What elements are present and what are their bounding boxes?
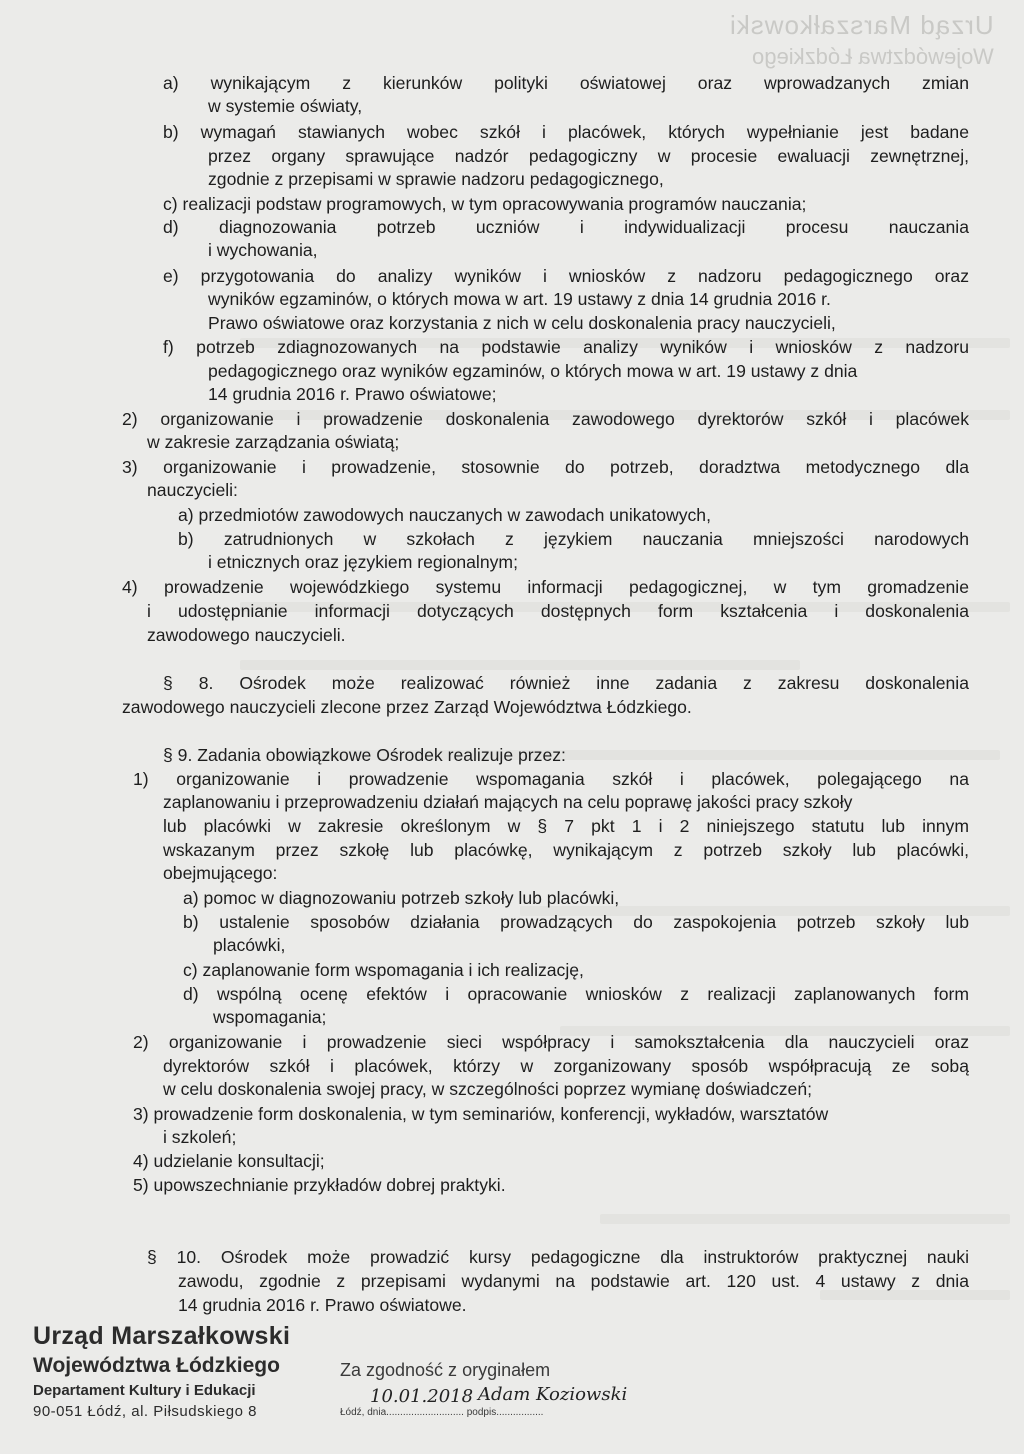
certification-heading: Za zgodność z oryginałem	[340, 1360, 551, 1380]
handwritten-signature: Adam Koziowski	[478, 1384, 628, 1405]
text-line: 4) prowadzenie wojewódzkiego systemu informacji pedagogicznej, w tym gromadzenie	[122, 577, 969, 597]
reverse-side-ghost-line	[240, 660, 800, 670]
text-line: § 10. Ośrodek może prowadzić kursy pedagogiczne dla instruktorów praktycznej nauki	[147, 1247, 969, 1267]
text-line: 4) udzielanie konsultacji;	[133, 1151, 325, 1171]
text-line: a) pomoc w diagnozowaniu potrzeb szkoły lub placówki,	[183, 888, 620, 908]
text-line: zaplanowaniu i przeprowadzeniu działań mających na celu poprawę jakości pracy szkoły	[163, 792, 853, 812]
stamp-voivodeship: Województwa Łódzkiego	[33, 1354, 280, 1377]
text-line: 2) organizowanie i prowadzenie doskonalenia zawodowego dyrektorów szkół i placówek	[122, 409, 969, 429]
text-line: zawodowego nauczycieli.	[147, 625, 346, 645]
certification-place-label: Łódź, dnia	[340, 1407, 387, 1418]
text-line: 5) upowszechnianie przykładów dobrej praktyki.	[133, 1175, 506, 1195]
text-line: i szkoleń;	[163, 1127, 237, 1147]
text-line: placówki,	[213, 935, 286, 955]
text-line: b) zatrudnionych w szkołach z językiem nauczania mniejszości narodowych	[178, 529, 969, 549]
text-line: c) realizacji podstaw programowych, w tym opracowywania programów nauczania;	[163, 194, 807, 214]
text-line: a) wynikającym z kierunków polityki oświatowej oraz wprowadzanych zmian	[163, 73, 969, 93]
text-line: § 8. Ośrodek może realizować również inne zadania z zakresu doskonalenia	[163, 673, 969, 693]
text-line: 14 grudnia 2016 r. Prawo oświatowe;	[208, 384, 497, 404]
text-line: w systemie oświaty,	[208, 96, 363, 116]
handwritten-date: 10.01.2018	[370, 1386, 474, 1407]
text-line: d) diagnozowania potrzeb uczniów i indywidualizacji procesu nauczania	[163, 217, 969, 237]
text-line: obejmującego:	[163, 863, 278, 883]
text-line: § 9. Zadania obowiązkowe Ośrodek realizuje przez:	[163, 745, 566, 765]
text-line: nauczycieli:	[147, 480, 238, 500]
stamp-department: Departament Kultury i Edukacji	[33, 1382, 256, 1399]
text-line: c) zaplanowanie form wspomagania i ich realizację,	[183, 960, 584, 980]
stamp-address: 90-051 Łódź, al. Piłsudskiego 8	[33, 1403, 257, 1420]
text-line: 3) organizowanie i prowadzenie, stosownie do potrzeb, doradztwa metodycznego dla	[122, 457, 969, 477]
text-line: lub placówki w zakresie określonym w § 7 pkt 1 i 2 niniejszego statutu lub innym	[163, 816, 969, 836]
text-line: d) wspólną ocenę efektów i opracowanie wniosków z realizacji zaplanowanych form	[183, 984, 969, 1004]
certification-fields: Łódź, dnia............................ podpis.................	[340, 1407, 544, 1418]
text-line: b) ustalenie sposobów działania prowadzących do zaspokojenia potrzeb szkoły lub	[183, 912, 969, 932]
text-line: b) wymagań stawianych wobec szkół i placówek, których wypełnianie jest badane	[163, 122, 969, 142]
text-line: 14 grudnia 2016 r. Prawo oświatowe.	[178, 1295, 467, 1315]
text-line: w zakresie zarządzania oświatą;	[147, 432, 400, 452]
text-line: 3) prowadzenie form doskonalenia, w tym seminariów, konferencji, wykładów, warsztatów	[133, 1104, 829, 1124]
text-line: wskazanym przez szkołę lub placówkę, wynikającym z potrzeb szkoły lub placówki,	[163, 840, 969, 860]
text-line: 2) organizowanie i prowadzenie sieci współpracy i samokształcenia dla nauczycieli oraz	[133, 1032, 969, 1052]
office-stamp	[33, 1322, 290, 1420]
text-line: f) potrzeb zdiagnozowanych na podstawie analizy wyników i wniosków z nadzoru	[163, 337, 969, 357]
text-line: wyników egzaminów, o których mowa w art. 19 ustawy z dnia 14 grudnia 2016 r.	[208, 289, 831, 309]
certification-signature-label: podpis	[466, 1407, 497, 1418]
text-line: a) przedmiotów zawodowych nauczanych w zawodach unikatowych,	[178, 505, 711, 525]
text-line: zawodu, zgodnie z przepisami wydanymi na podstawie art. 120 ust. 4 ustawy z dnia	[178, 1271, 969, 1291]
text-line: i etnicznych oraz językiem regionalnym;	[208, 552, 518, 572]
text-line: w celu doskonalenia swojej pracy, w szczególności poprzez wymianę doświadczeń;	[163, 1079, 813, 1099]
reverse-side-ghost-line	[600, 1214, 1010, 1224]
stamp-office-name: Urząd Marszałkowski	[33, 1322, 291, 1350]
text-line: 1) organizowanie i prowadzenie wspomagania szkół i placówek, polegającego na	[133, 769, 969, 789]
text-line: pedagogicznego oraz wyników egzaminów, o których mowa w art. 19 ustawy z dnia	[208, 361, 858, 381]
text-line: Prawo oświatowe oraz korzystania z nich w celu doskonalenia pracy nauczycieli,	[208, 313, 836, 333]
reverse-side-ghost-subtitle: Województwa Łódzkiego	[752, 44, 994, 69]
text-line: e) przygotowania do analizy wyników i wniosków z nadzoru pedagogicznego oraz	[163, 266, 969, 286]
text-line: przez organy sprawujące nadzór pedagogiczny w procesie ewaluacji zewnętrznej,	[208, 146, 969, 166]
reverse-side-ghost-title: Urząd Marszałkowski	[729, 10, 994, 40]
text-line: zawodowego nauczycieli zlecone przez Zarząd Województwa Łódzkiego.	[122, 697, 692, 717]
text-line: zgodnie z przepisami w sprawie nadzoru pedagogicznego,	[208, 169, 664, 189]
text-line: i wychowania,	[208, 240, 318, 260]
text-line: wspomagania;	[213, 1007, 327, 1027]
text-line: dyrektorów szkół i placówek, którzy w zorganizowany sposób współpracują ze sobą	[163, 1056, 969, 1076]
text-line: i udostępnianie informacji dotyczących dostępnych form kształcenia i doskonalenia	[147, 601, 969, 621]
